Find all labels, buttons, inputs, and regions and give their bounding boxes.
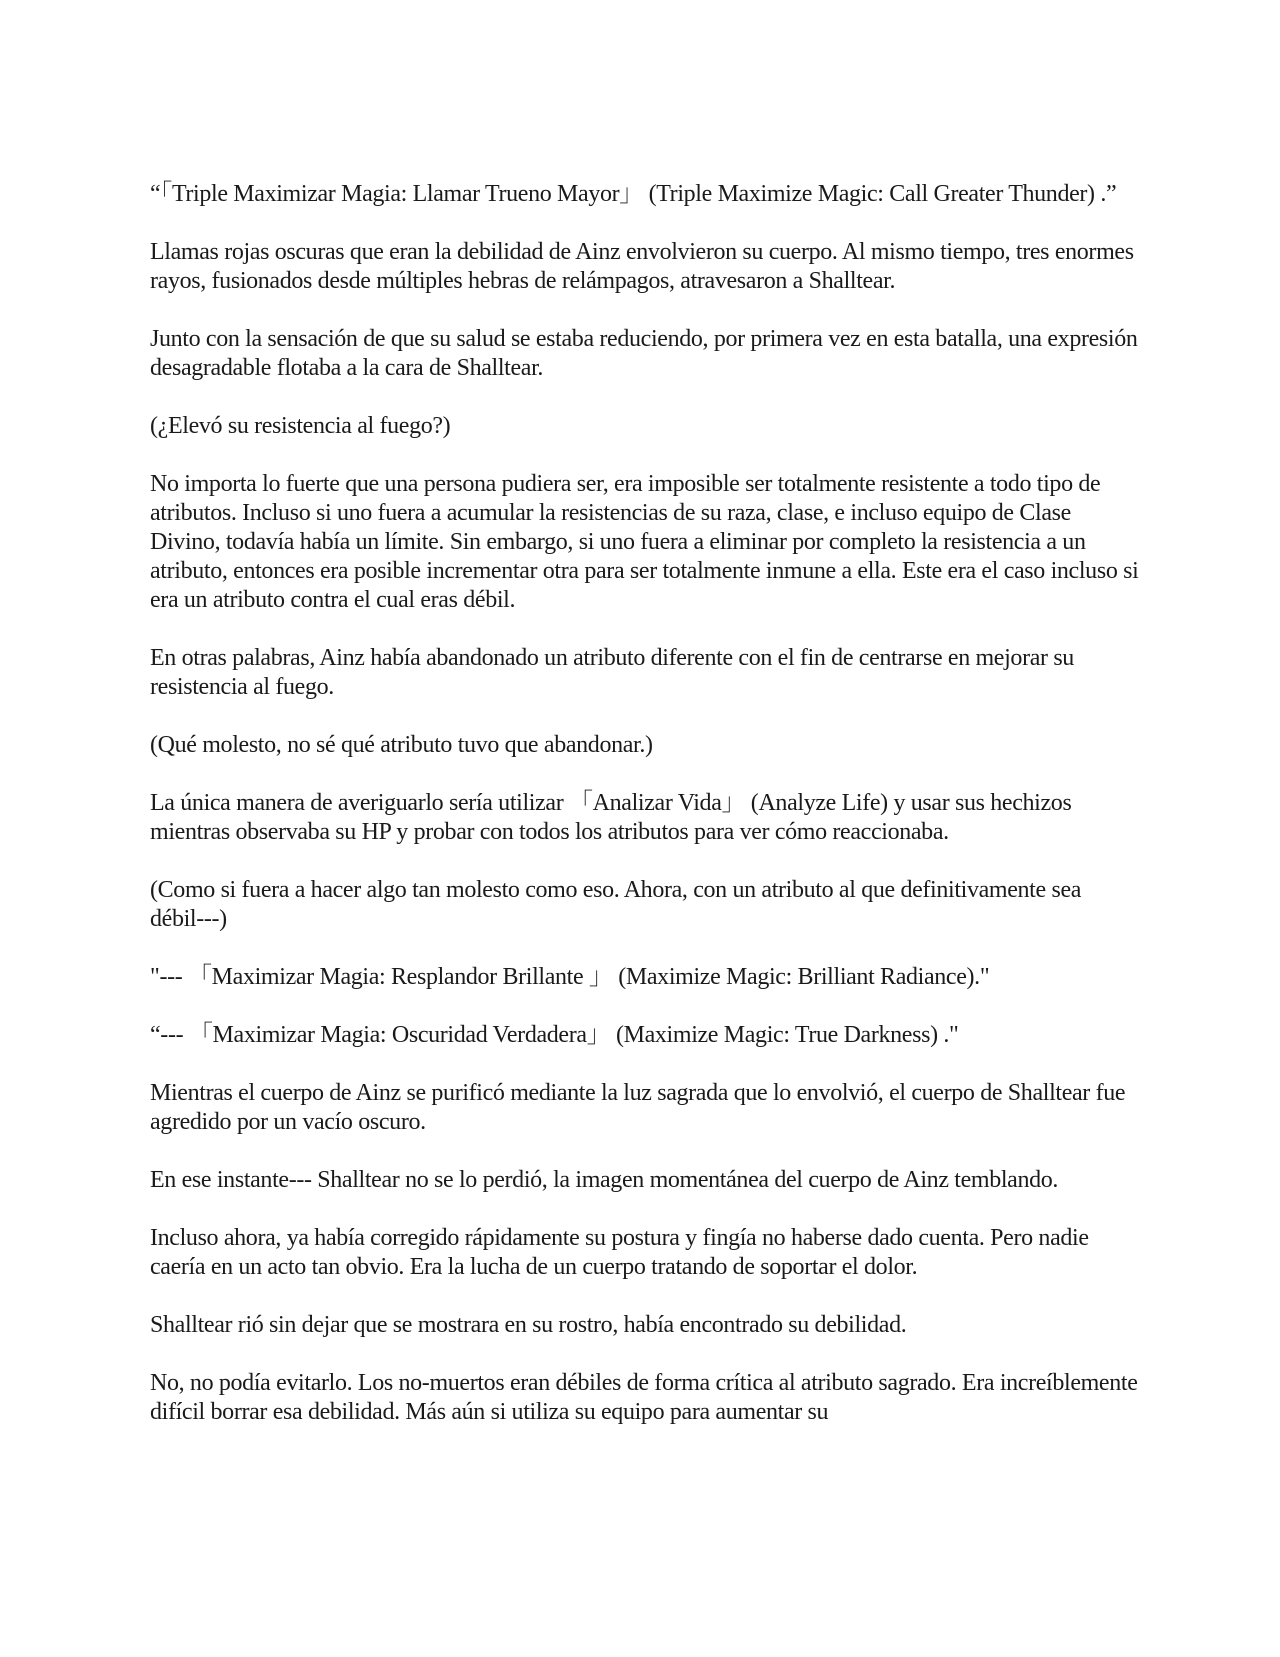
paragraph-health-reducing: Junto con la sensación de que su salud se estaba reduciendo, por primera vez en esta batalla, una expresión desagradable flotaba a la cara de Shalltear. — [150, 326, 1144, 381]
document-body — [150, 180, 1145, 1427]
paragraph-dark-flames: Llamas rojas oscuras que eran la debilidad de Ainz envolvieron su cuerpo. Al mismo tiempo, tres enormes rayos, fusionados desde múltiples hebras de relámpagos, atravesaron a Shalltear. — [150, 239, 1140, 294]
paragraph-purified-body: Mientras el cuerpo de Ainz se purificó mediante la luz sagrada que lo envolvió, el cuerpo de Shalltear fue agredido por un vacío oscuro. — [150, 1080, 1131, 1135]
paragraph-analyze-life: La única manera de averiguarlo sería utilizar 「Analizar Vida」 (Analyze Life) y usar sus hechizos mientras observaba su HP y probar con todos los atributos para ver cómo reaccionaba. — [150, 790, 1078, 845]
paragraph-undead-weakness: No, no podía evitarlo. Los no-muertos eran débiles de forma crítica al atributo sagrado. Era increíblemente difícil borrar esa debilidad. Más aún si utiliza su equipo para aumentar su — [150, 1370, 1144, 1425]
paragraph-spell-true-darkness: “--- 「Maximizar Magia: Oscuridad Verdadera」 (Maximize Magic: True Darkness) ." — [150, 1022, 959, 1048]
paragraph-even-now: Incluso ahora, ya había corregido rápidamente su postura y fingía no haberse dado cuenta. Pero nadie caería en un acto tan obvio. Era la lucha de un cuerpo tratando de soportar el dolor. — [150, 1225, 1095, 1280]
paragraph-attribute-resistance: No importa lo fuerte que una persona pudiera ser, era imposible ser totalmente resistente a todo tipo de atributos. Incluso si uno fuera a acumular la resistencias de su raza, clase, e incluso equipo de Clase Divino, todavía había un límite. Sin embargo, si uno fuera a eliminar por completo la resistencia a un atributo, entonces era posible incrementar otra para ser totalmente inmune a ella. Este era el caso incluso si era un atributo contra el cual eras débil. — [150, 471, 1145, 613]
paragraph-annoying: (Qué molesto, no sé qué atributo tuvo que abandonar.) — [150, 732, 653, 758]
paragraph-shalltear-laughed: Shalltear rió sin dejar que se mostrara en su rostro, había encontrado su debilidad. — [150, 1312, 907, 1338]
paragraph-spell-brilliant-radiance: "--- 「Maximizar Magia: Resplandor Brillante 」 (Maximize Magic: Brilliant Radiance)." — [150, 964, 990, 990]
paragraph-fire-resistance-question: (¿Elevó su resistencia al fuego?) — [150, 413, 451, 439]
paragraph-spell-call-greater-thunder: “「Triple Maximizar Magia: Llamar Trueno Mayor」 (Triple Maximize Magic: Call Greater Thunder) .” — [150, 181, 1117, 207]
paragraph-as-if: (Como si fuera a hacer algo tan molesto como eso. Ahora, con un atributo al que definitivamente sea débil---) — [150, 877, 1087, 932]
paragraph-in-other-words: En otras palabras, Ainz había abandonado un atributo diferente con el fin de centrarse en mejorar su resistencia al fuego. — [150, 645, 1080, 700]
paragraph-in-that-instant: En ese instante--- Shalltear no se lo perdió, la imagen momentánea del cuerpo de Ainz temblando. — [150, 1167, 1059, 1193]
